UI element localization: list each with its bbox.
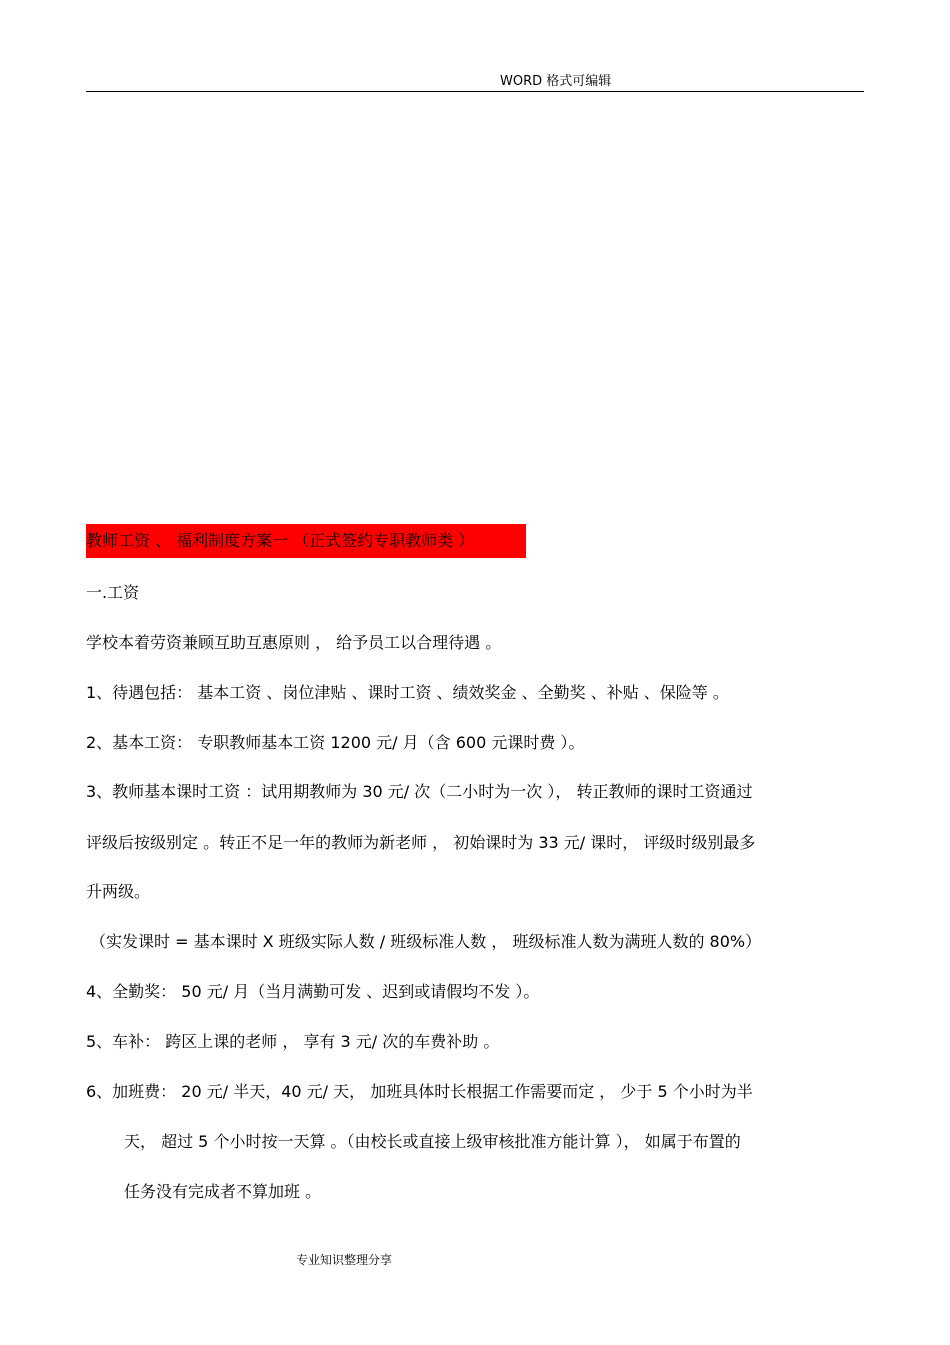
- section-heading: 一.工资: [86, 583, 140, 602]
- page-footer: 专业知识整理分享: [296, 1253, 393, 1267]
- list-item-6: 6、加班费： 20 元/ 半天，40 元/ 天， 加班具体时长根据工作需要而定 ， 少于 5 个小时为半: [86, 1082, 753, 1101]
- list-item-3-continued: 升两级。: [86, 882, 151, 901]
- header-text: WORD 格式可编辑: [500, 74, 612, 89]
- list-item-6-continued: 任务没有完成者不算加班 。: [124, 1182, 322, 1201]
- list-item-1: 1、待遇包括： 基本工资 、岗位津贴 、课时工资 、绩效奖金 、全勤奖 、补贴 、保险等 。: [86, 683, 729, 702]
- list-item-6-continued: 天， 超过 5 个小时按一天算 。（由校长或直接上级审核批准方能计算 ）， 如属于布置的: [124, 1132, 741, 1151]
- list-item-5: 5、车补： 跨区上课的老师 ， 享有 3 元/ 次的车费补助 。: [86, 1032, 500, 1051]
- list-item-2: 2、基本工资： 专职教师基本工资 1200 元/ 月（含 600 元课时费 ）。: [86, 733, 585, 752]
- list-item-4: 4、全勤奖： 50 元/ 月（当月满勤可发 、迟到或请假均不发 ）。: [86, 982, 540, 1001]
- list-item-3-continued: 评级后按级别定 。转正不足一年的教师为新老师 ， 初始课时为 33 元/ 课时， 评级时级别最多: [86, 833, 756, 852]
- paragraph-line: 学校本着劳资兼顾互助互惠原则 ， 给予员工以合理待遇 。: [86, 633, 502, 652]
- header-divider: [86, 91, 864, 92]
- document-title: 教师工资 、 福利制度方案一 （正式签约专职教师类 ）: [86, 531, 475, 550]
- formula-note: （实发课时 = 基本课时 X 班级实际人数 / 班级标准人数 ， 班级标准人数为满班人数的 80%）: [90, 932, 762, 951]
- list-item-3: 3、教师基本课时工资 ：试用期教师为 30 元/ 次（二小时为一次 ）， 转正教师的课时工资通过: [86, 782, 753, 801]
